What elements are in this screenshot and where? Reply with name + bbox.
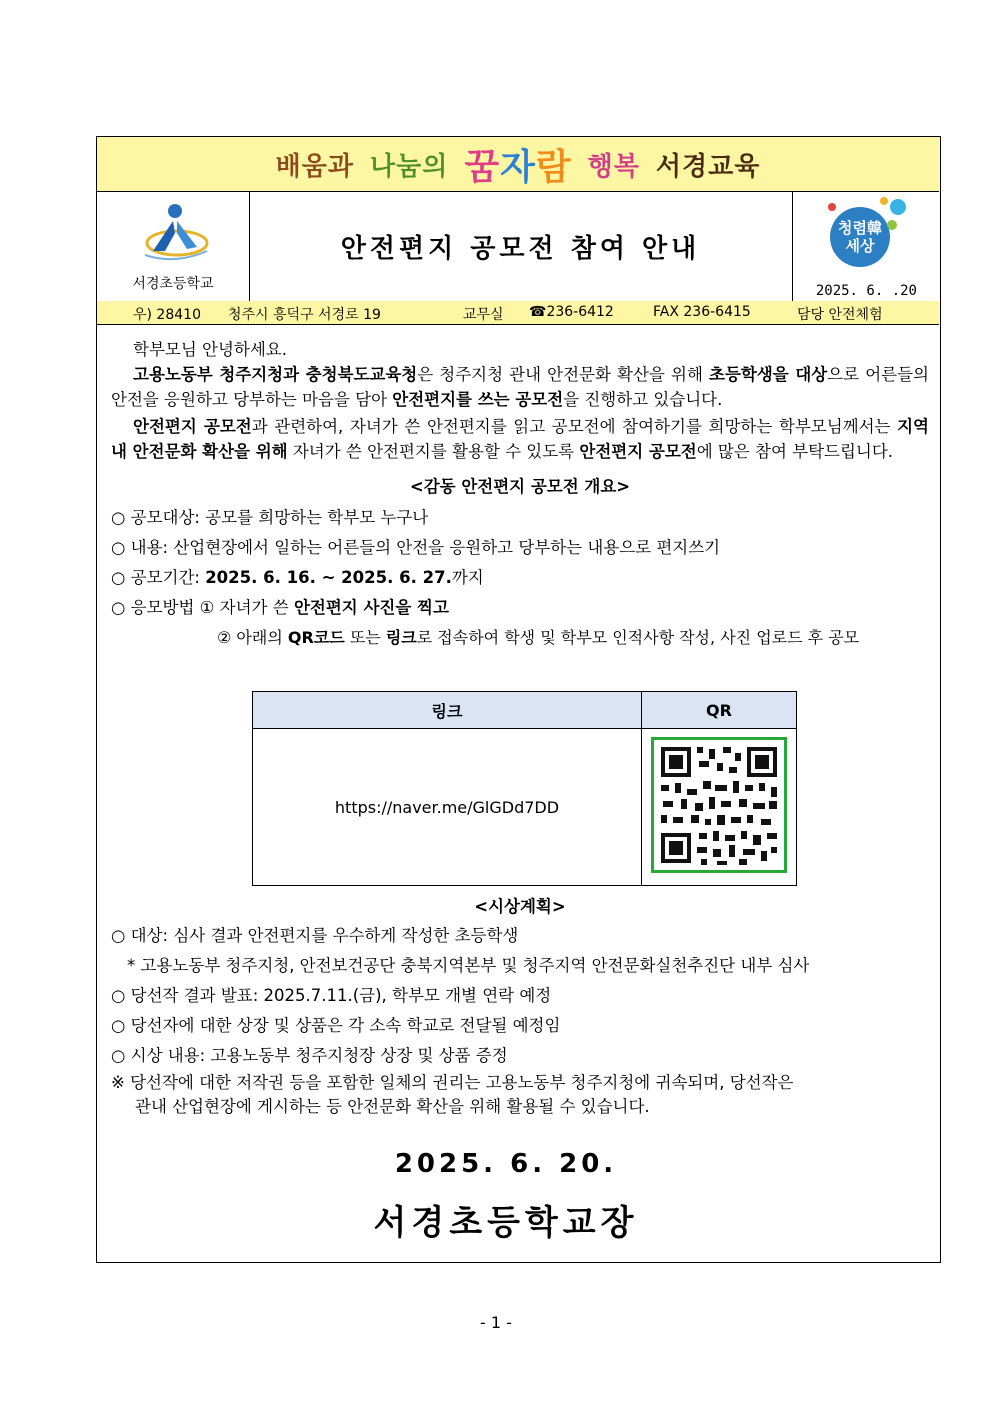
p2-contest: 안전편지 공모전	[133, 417, 252, 436]
paragraph-2	[111, 414, 929, 464]
award-section	[111, 894, 929, 1119]
p1-org: 고용노동부 청주지청과 충청북도교육청	[133, 365, 418, 384]
svg-text:세상: 세상	[845, 237, 875, 255]
copyright-line-1: ※ 당선작에 대한 저작권 등을 포함한 일체의 권리는 고용노동부 청주지청에 귀속되며, 당선작은	[111, 1073, 794, 1092]
p2-contest-2: 안전편지 공모전	[579, 442, 697, 461]
document-frame	[96, 136, 941, 1263]
greeting: 학부모님 안녕하세요.	[133, 340, 287, 359]
school-logo-icon	[135, 199, 215, 269]
p2-text-3: 에 많은 참여 부탁드립니다.	[696, 442, 894, 461]
p1-target: 초등학생을 대상	[709, 365, 828, 384]
period-suffix: 까지	[451, 568, 484, 587]
banner-char-2: 자	[500, 146, 536, 188]
school-name: 서경초등학교	[132, 276, 214, 292]
p1-text-2: 으로 어른들의 안전을 응원하고 당부하는 마음을 담아	[111, 365, 929, 409]
p2-text-2: 자녀가 쓴 안전편지를 활용할 수 있도록	[287, 442, 580, 461]
p1-text-1: 은 청주지청 관내 안전문화 확산을 위해	[417, 365, 710, 384]
copyright-line-2: 관내 산업현장에 게시하는 등 안전문화 확산을 위해 활용될 수 있습니다.	[135, 1097, 650, 1116]
office-phone: ☎236-6412	[529, 304, 614, 320]
p2-text-1: 과 관련하여, 자녀가 쓴 안전편지를 읽고 공모전에 참여하기를 희망하는 학부모님께서는	[251, 417, 898, 436]
p1-text-3: 을 진행하고 있습니다.	[563, 390, 723, 409]
contact-info-row	[97, 301, 939, 325]
signature-date: 2025. 6. 20.	[394, 1149, 618, 1179]
period-dates: 2025. 6. 16. ~ 2025. 6. 27.	[205, 568, 452, 587]
method-step-1-emphasis: 안전편지 사진을 찍고	[293, 598, 449, 617]
office-label: 교무실	[463, 307, 504, 323]
contest-link[interactable]: https://naver.me/GlGDd7DD	[334, 797, 560, 817]
svg-text:청렴韓: 청렴韓	[838, 219, 882, 237]
integrity-logo-cell	[792, 191, 939, 301]
section-overview-title: <감동 안전편지 공모전 개요>	[409, 477, 631, 496]
banner-word-3	[464, 139, 571, 190]
paragraph-1	[111, 362, 929, 412]
method-step-2-a: ② 아래의	[217, 628, 288, 647]
p1-contest: 안전편지를 쓰는 공모전	[392, 390, 564, 409]
method-step-2-link: 링크	[385, 628, 417, 647]
qr-code-icon[interactable]	[651, 737, 787, 873]
banner-word-1: 배움과	[275, 151, 354, 182]
period-label: ○ 공모기간:	[111, 568, 206, 587]
integrity-logo-icon	[822, 195, 912, 273]
award-item-target: ○ 대상: 심사 결과 안전편지를 우수하게 작성한 초등학생	[111, 926, 519, 945]
banner-word-4: 행복	[587, 151, 640, 182]
banner-word-2: 나눔의	[369, 151, 449, 182]
method-step-2-rest: 로 접속하여 학생 및 학부모 인적사항 작성, 사진 업로드 후 공모	[416, 628, 860, 647]
slogan-banner	[97, 137, 939, 192]
award-item-announcement: ○ 당선작 결과 발표: 2025.7.11.(금), 학부모 개별 연락 예정	[111, 986, 552, 1005]
qr-cell	[642, 729, 797, 886]
school-address: 청주시 흥덕구 서경로 19	[228, 307, 381, 323]
manager: 담당 안전체험	[797, 307, 883, 323]
award-item-prize: ○ 시상 내용: 고용노동부 청주지청장 상장 및 상품 증정	[111, 1046, 508, 1065]
method-step-2-or: 또는	[344, 628, 386, 647]
overview-item-method	[111, 593, 929, 623]
table-header-qr: QR	[642, 692, 797, 729]
copyright-notice	[111, 1071, 929, 1119]
postal-code: 우) 28410	[133, 307, 201, 323]
award-item-note: * 고용노동부 청주지청, 안전보건공단 충북지역본부 및 청주지역 안전문화실천추진단 내부 심사	[127, 956, 810, 975]
method-step-2-qr: QR코드	[287, 628, 345, 647]
award-item-delivery: ○ 당선자에 대한 상장 및 상품은 각 소속 학교로 전달될 예정임	[111, 1016, 561, 1035]
page-number: - 1 -	[480, 1313, 512, 1332]
link-cell	[253, 729, 642, 886]
banner-char-1: 꿈	[464, 146, 501, 188]
signature-name: 서경초등학교장	[373, 1203, 639, 1243]
overview-item-method-2	[111, 623, 929, 653]
overview-item-period	[111, 563, 929, 593]
overview-item-content: ○ 내용: 산업현장에서 일하는 어른들의 안전을 응원하고 당부하는 내용으로 편지쓰기	[111, 538, 721, 557]
table-header-link: 링크	[253, 692, 642, 729]
section-award-title: <시상계획>	[474, 897, 566, 916]
document-title: 안전편지 공모전 참여 안내	[249, 191, 793, 301]
header-date: 2025. 6. .20	[815, 283, 917, 299]
p2-emphasis: 지역 내 안전문화 확산을 위해	[111, 417, 929, 461]
document-body	[111, 337, 929, 653]
school-logo-cell	[97, 191, 250, 301]
method-step-1: ○ 응모방법 ① 자녀가 쓴	[111, 598, 294, 617]
overview-item-target: ○ 공모대상: 공모를 희망하는 학부모 누구나	[111, 508, 429, 527]
banner-char-3: 람	[535, 146, 572, 188]
banner-word-5: 서경교육	[655, 151, 761, 182]
header-row	[97, 191, 939, 302]
fax-number: FAX 236-6415	[653, 304, 751, 320]
link-qr-table	[252, 691, 797, 886]
